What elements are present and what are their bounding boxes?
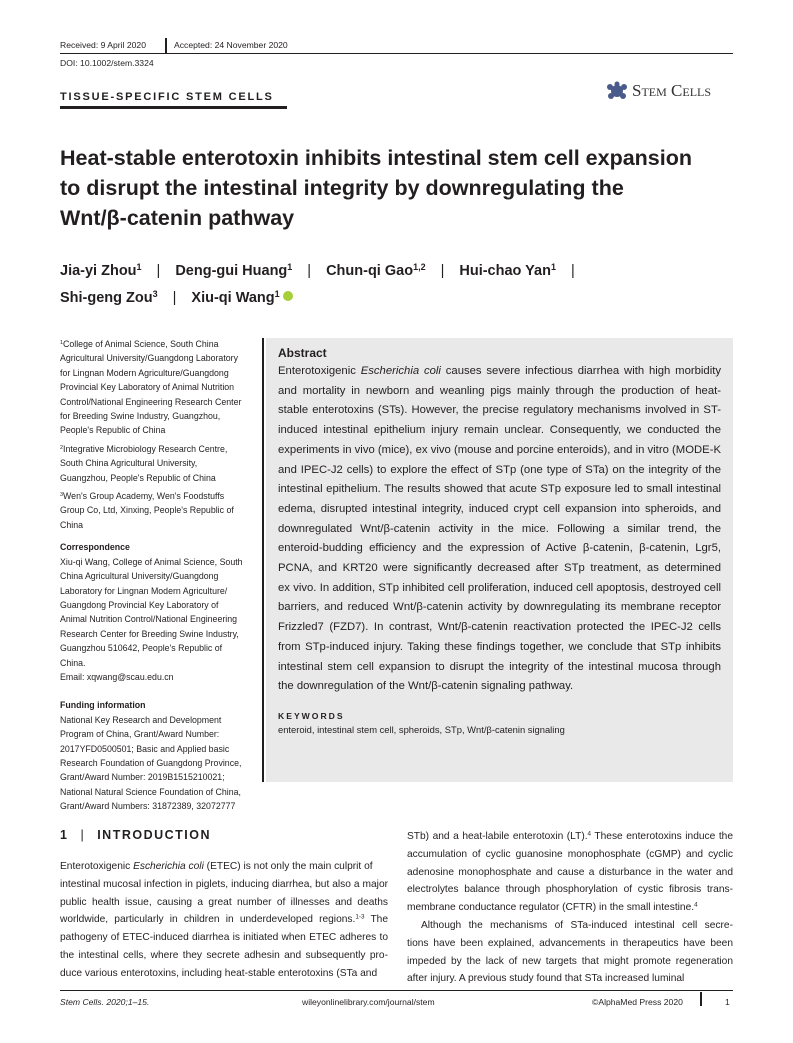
author[interactable] — [60, 263, 142, 279]
text-line: experiments in vivo (mice), ex vivo (mouse and porcine enteroids), and in vitro (MODE-K — [278, 443, 721, 456]
section-underline — [60, 106, 287, 109]
correspondence — [60, 540, 258, 684]
text-line: National Natural Science Foundation of China, — [60, 786, 241, 797]
text-line: after injury. A previous study found that STa increased luminal — [407, 973, 685, 985]
text-line: Frizzled7 (FZD7). In contrast, Wnt/β-catenin reactivation protected the IPEC-J2 cells — [278, 621, 721, 634]
author-affiliation-mark: 1,2 — [413, 262, 426, 273]
author-separator: | — [172, 290, 177, 306]
abstract-box — [266, 338, 733, 782]
text-line: the downregulation of the Wnt/β-catenin signaling pathway. — [278, 680, 574, 693]
text-line: Grant/Award Number: 2019B1515210021; — [60, 772, 225, 783]
text-run: Enterotoxigenic — [60, 861, 134, 872]
abstract-text — [278, 362, 721, 697]
text-line: impeded by the lack of new targets that might promote regeneration — [407, 955, 733, 967]
text-line: Laboratory for Lingnan Modern Agriculture/ — [60, 585, 228, 596]
text-run: 1-3 — [355, 913, 365, 921]
text-line: Email: xqwang@scau.edu.cn — [60, 671, 174, 682]
article-title — [60, 143, 750, 233]
orcid-icon[interactable] — [283, 291, 293, 301]
author[interactable] — [326, 263, 426, 279]
text-line: downregulated Wnt/β-catenin activity in the mice. Following a similar trend, the — [278, 522, 721, 535]
text-line: 2017YFD0500501; Basic and Applied basic — [60, 743, 230, 754]
text-run: worldwide, particularly in children in underdeveloped regions. — [60, 914, 356, 926]
author[interactable] — [459, 263, 556, 279]
affiliations — [60, 337, 258, 532]
author-affiliation-mark: 3 — [152, 289, 158, 300]
affiliation — [60, 442, 258, 485]
author-separator: | — [156, 263, 161, 279]
keywords: enteroid, intestinal stem cell, spheroids, STp, Wnt/β-catenin signaling — [278, 723, 565, 735]
section-number: 1 — [60, 828, 69, 842]
correspondence-heading: Correspondence — [60, 542, 130, 553]
keywords-heading: KEYWORDS — [278, 710, 345, 721]
text-line: intestinal stem cell expansion to disrupt the integrity of the intestinal mucosa through — [278, 660, 721, 673]
text-run: causes severe infectious diarrhea with high morbidity — [440, 365, 721, 377]
text-line: China. — [60, 657, 86, 668]
text-line: public health issue, causing a great number of illnesses and deaths — [60, 896, 388, 908]
column-divider — [262, 338, 264, 782]
author-affiliation-mark: 1 — [287, 262, 293, 273]
text-line: enteroid-budding efficiency and the expression of Active β-catenin, β-catenin, Lgr5, — [278, 542, 721, 555]
author-separator: | — [570, 263, 575, 279]
text-run: 4 — [587, 830, 592, 838]
correspondence-text — [60, 555, 258, 685]
text-run: These enterotoxins induce the — [591, 831, 733, 842]
header-rule — [60, 53, 733, 54]
text-line: Research Center for Breeding Swine Industry, — [60, 628, 239, 639]
footer-divider — [700, 992, 702, 1006]
author-separator: | — [307, 263, 312, 279]
text-line — [60, 442, 258, 456]
header-divider — [165, 38, 167, 53]
section-title: INTRODUCTION — [97, 828, 212, 842]
author-affiliation-mark: 1 — [136, 262, 142, 273]
text-line: tions have been explained, advancements in therapeutics have been — [407, 937, 733, 949]
intro-left-column — [60, 858, 388, 983]
footer-copyright: ©AlphaMed Press 2020 — [592, 997, 683, 1007]
text-line: China Agricultural University/Guangdong — [60, 571, 219, 582]
text-line: South China Agricultural University, — [60, 458, 198, 469]
footer-rule — [60, 990, 733, 991]
text-run: Escherichia coli — [133, 861, 204, 872]
footer-url[interactable]: wileyonlinelibrary.com/journal/stem — [302, 997, 435, 1007]
article-info-column — [60, 337, 258, 818]
text-run: (ETEC) is not only the main culprit of — [203, 861, 373, 872]
text-line: Heat-stable enterotoxin inhibits intestinal stem cell expansion — [60, 146, 693, 170]
text-line: the intestinal cells, where they secrete adhesin and subsequently pro- — [60, 949, 388, 961]
text-line: Guangdong Provincial Key Laboratory of — [60, 599, 219, 610]
author[interactable] — [191, 290, 292, 306]
text-line: Grant/Award Numbers: 31872389, 32072777 — [60, 801, 236, 812]
section-heading-introduction: 1 | INTRODUCTION — [60, 828, 212, 842]
text-line: edema, disrupted intestinal integrity, induced crypt cell expansion into spheroids, and — [278, 502, 721, 515]
text-line: from STp-induced injury. Taking these findings together, we conclude that STp inhibits — [278, 640, 721, 653]
text-line: electrolytes balance through phosphorylation of cystic fibrosis trans- — [407, 884, 733, 896]
footer-citation: Stem Cells. 2020;1–15. — [60, 997, 150, 1007]
text-run: Escherichia coli — [360, 365, 441, 377]
text-line: Animal Nutrition Control/National Engineering — [60, 614, 238, 625]
author-affiliation-mark: 1 — [550, 262, 556, 273]
author-list — [60, 258, 590, 312]
text-line — [278, 362, 721, 382]
text-line: ex vivo. In addition, STp inhibited cell proliferation, induced cell apoptosis, destroyed cell — [278, 581, 721, 594]
text-line: Provincial Key Laboratory of Animal Nutrition — [60, 382, 235, 393]
text-line: Research Foundation of Guangdong Province, — [60, 757, 242, 768]
affiliation — [60, 489, 258, 532]
text-line: Guangzhou 510642, People's Republic of — [60, 643, 223, 654]
text-line: National Key Research and Development — [60, 714, 222, 725]
stem-cells-logo-icon — [606, 81, 628, 101]
text-line: Group Co, Ltd, Xinxing, People's Republic of — [60, 505, 234, 516]
author[interactable] — [175, 263, 292, 279]
text-line: induced intestinal epithelium injury remain unclear. Consequently, we conducted the — [278, 424, 721, 437]
intro-right-column — [407, 828, 733, 988]
text-line: Guangzhou, People's Republic of China — [60, 472, 216, 483]
text-run: STb) and a heat-labile enterotoxin (LT). — [407, 831, 588, 842]
accepted-date: Accepted: 24 November 2020 — [174, 40, 288, 50]
text-line: Xiu-qi Wang, College of Animal Science, South — [60, 556, 243, 567]
journal-logo — [606, 81, 711, 101]
author-name: Shi-geng Zou — [60, 290, 153, 306]
text-line — [407, 899, 733, 917]
text-run: 1 — [60, 340, 64, 346]
text-line — [60, 911, 388, 929]
text-line — [60, 337, 258, 351]
text-line: to disrupt the intestinal integrity by downregulating the — [60, 176, 624, 200]
text-line: China — [60, 519, 83, 530]
text-line — [60, 858, 388, 876]
journal-name: Stem Cells — [632, 81, 712, 100]
author-separator: | — [440, 263, 445, 279]
text-run: 3 — [60, 492, 64, 499]
text-line: adenosine monophosphate and cause a disturbance in the water and — [407, 866, 733, 878]
affiliation — [60, 337, 258, 438]
author-name: Hui-chao Yan — [459, 263, 551, 279]
author-name: Xiu-qi Wang — [191, 290, 275, 306]
text-line: duce various enterotoxins, including heat-stable enterotoxins (STa and — [60, 967, 378, 979]
text-line: and IPEC-J2 cells) to explore the effect of STp (one type of STa) on the integrity of the — [278, 463, 721, 476]
text-line: Agricultural University/Guangdong Laboratory — [60, 353, 238, 364]
section-label: TISSUE-SPECIFIC STEM CELLS — [60, 91, 274, 103]
text-line: Control/National Engineering Research Center — [60, 396, 242, 407]
text-line: pathogeny of ETEC-induced diarrhea is initiated when ETEC adheres to — [60, 932, 388, 944]
text-line — [60, 489, 258, 503]
text-line: stable enterotoxins (STs). However, the precise regulatory mechanisms involved in ST- — [278, 404, 721, 417]
text-line: Wnt/β-catenin pathway — [60, 206, 295, 230]
text-run: membrane conductance regulator (CFTR) in the small intestine. — [407, 902, 695, 914]
author-name: Chun-qi Gao — [326, 263, 414, 279]
doi: DOI: 10.1002/stem.3324 — [60, 58, 154, 68]
author-affiliation-mark: 1 — [274, 289, 280, 300]
text-line: accumulation of cyclic guanosine monophosphate (cGMP) and cyclic — [407, 848, 733, 860]
text-line: PCNA, and KRT20 were significantly decreased after STp treatment, as determined — [278, 562, 721, 575]
text-line: for Breeding Swine Industry, Guangzhou, — [60, 411, 221, 422]
text-run: Enterotoxigenic — [278, 365, 361, 377]
text-run: Integrative Microbiology Research Centre, — [63, 443, 228, 454]
text-line: Program of China, Grant/Award Number: — [60, 729, 220, 740]
text-line: intestinal mucosal infection in piglets, inducing diarrhea, but also a major — [60, 878, 388, 890]
page-number: 1 — [725, 997, 730, 1007]
text-run: College of Animal Science, South China — [63, 339, 219, 349]
text-line: People's Republic of China — [60, 425, 166, 436]
text-run: 2 — [60, 444, 64, 451]
text-line: for Lingnan Modern Agriculture/Guangdong — [60, 367, 229, 378]
author[interactable] — [60, 290, 158, 306]
funding-text — [60, 713, 258, 814]
author-name: Deng-gui Huang — [175, 263, 288, 279]
author-name: Jia-yi Zhou — [60, 263, 137, 279]
funding — [60, 698, 258, 813]
text-line: and mortality in newborn and weanling pigs mainly through the production of heat- — [278, 384, 721, 397]
received-date: Received: 9 April 2020 — [60, 40, 146, 50]
funding-heading: Funding information — [60, 700, 146, 711]
abstract-heading: Abstract — [278, 346, 327, 360]
text-line: barriers, and reduced Wnt/β-catenin activity by downregulating its membrane receptor — [278, 601, 721, 614]
text-line — [407, 828, 733, 846]
text-line: Although the mechanisms of STa-induced intestinal cell secre- — [421, 919, 733, 931]
text-run: The — [364, 914, 389, 926]
text-line: intestinal epithelium. The results showed that acute STp exposure led to small intestinal — [278, 483, 721, 496]
text-run: Wen's Group Academy, Wen's Foodstuffs — [63, 491, 225, 502]
text-run: 4 — [694, 901, 698, 909]
